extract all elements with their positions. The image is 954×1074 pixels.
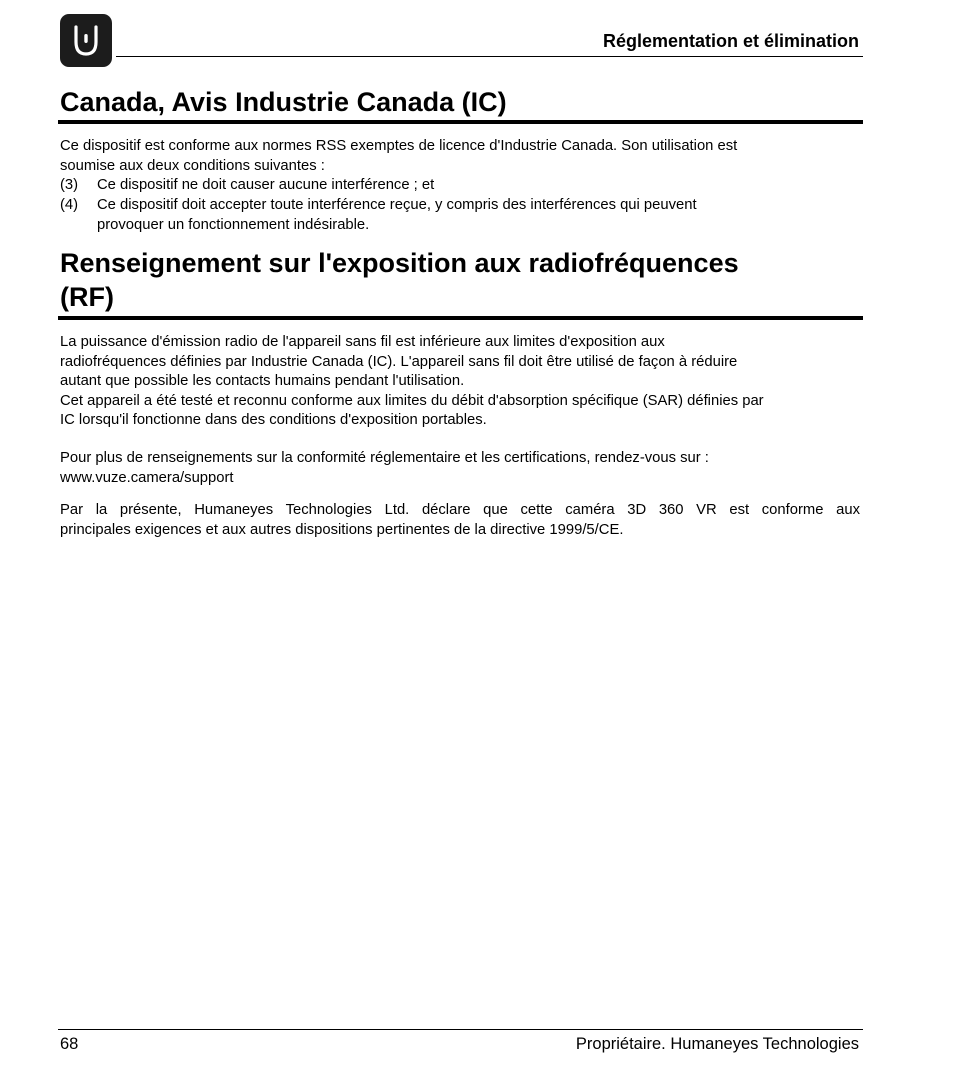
paragraph-line: radiofréquences définies par Industrie Canada (IC). L'appareil sans fil doit être utilisé de façon à réduire [60, 353, 738, 370]
paragraph-line: Par la présente, Humaneyes Technologies Ltd. déclare que cette caméra 3D 360 VR est conforme aux [60, 502, 860, 518]
list-item-number: (4) [60, 197, 79, 213]
vuze-u-logo-icon [60, 14, 112, 67]
heading-divider [58, 316, 863, 320]
declaration-paragraph [60, 501, 860, 540]
heading-rf-exposure [60, 246, 850, 314]
heading-line: Renseignement sur l'exposition aux radiofréquences [60, 248, 739, 278]
footer-divider [58, 1029, 863, 1030]
page-number: 68 [60, 1035, 79, 1053]
paragraph-line: principales exigences et aux autres dispositions pertinentes de la directive 1999/5/CE. [60, 521, 624, 538]
paragraph-line: Pour plus de renseignements sur la conformité réglementaire et les certifications, rendez-vous sur : [60, 450, 709, 466]
paragraph-line: IC lorsqu'il fonctionne dans des conditions d'exposition portables. [60, 412, 487, 429]
header-divider [116, 56, 863, 57]
footer-owner: Propriétaire. Humaneyes Technologies [575, 1035, 859, 1053]
list-item-line: provoquer un fonctionnement indésirable. [97, 216, 370, 233]
heading-divider [58, 120, 863, 124]
rf-paragraph [60, 333, 860, 431]
intro-line: soumise aux deux conditions suivantes : [60, 157, 325, 174]
list-item-text: Ce dispositif ne doit causer aucune interférence ; et [97, 177, 435, 193]
paragraph-line: autant que possible les contacts humains pendant l'utilisation. [60, 373, 465, 390]
heading-canada-ic: Canada, Avis Industrie Canada (IC) [60, 87, 507, 117]
support-link[interactable]: www.vuze.camera/support [60, 469, 234, 486]
list-item-line: Ce dispositif doit accepter toute interférence reçue, y compris des interférences qui peuvent [97, 197, 697, 213]
heading-line: (RF) [60, 282, 114, 312]
support-paragraph [60, 449, 860, 488]
intro-paragraph [60, 137, 860, 176]
paragraph-line: La puissance d'émission radio de l'appareil sans fil est inférieure aux limites d'exposition aux [60, 334, 665, 350]
intro-line: Ce dispositif est conforme aux normes RSS exemptes de licence d'Industrie Canada. Son utilisation est [60, 138, 738, 154]
section-header-title: Réglementation et élimination [602, 31, 859, 51]
list-item-text [97, 196, 797, 235]
paragraph-line: Cet appareil a été testé et reconnu conforme aux limites du débit d'absorption spécifique (SAR) définies par [60, 392, 764, 409]
list-item-number: (3) [60, 177, 79, 193]
